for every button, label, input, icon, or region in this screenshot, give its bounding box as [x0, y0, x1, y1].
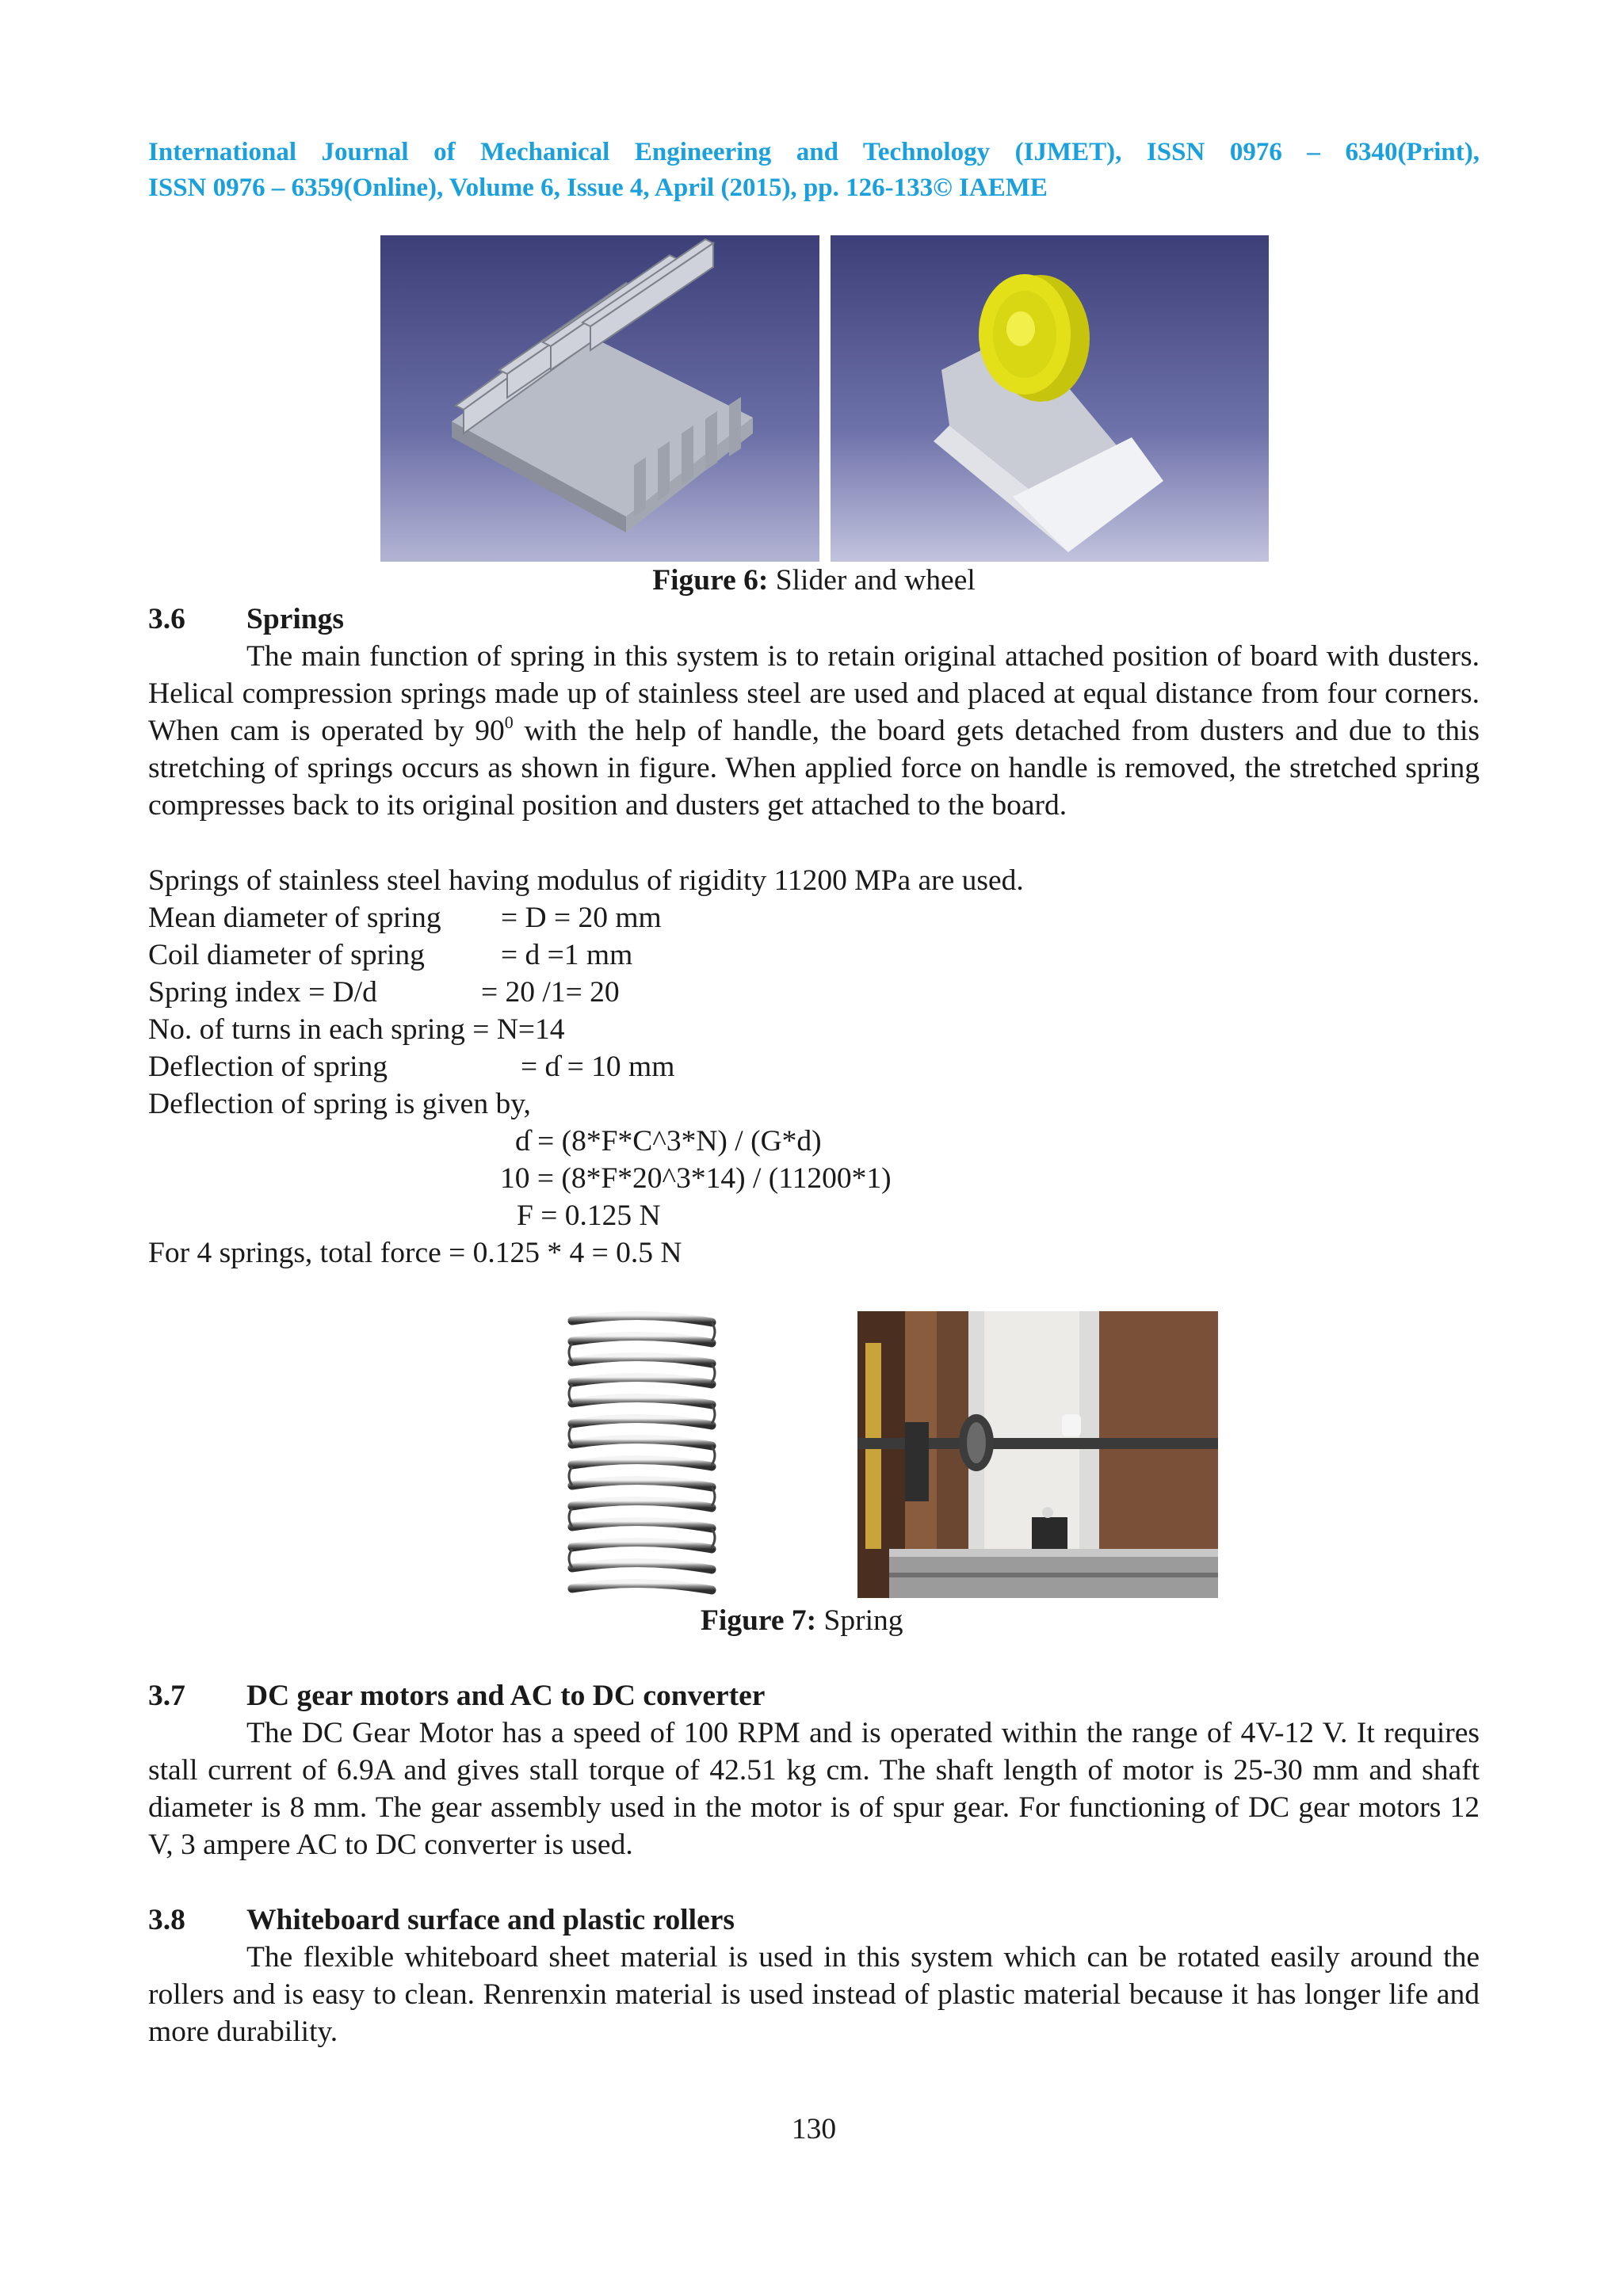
section-3-6-heading: [148, 601, 1480, 638]
param-label: Spring index = D/d: [148, 976, 377, 1009]
spring-setup-photo: [857, 1311, 1218, 1598]
section-3-8-number: 3.8: [148, 1904, 185, 1936]
page-number: 130: [791, 2113, 837, 2145]
figure-6-caption: [148, 562, 1480, 599]
param-label: Coil diameter of spring: [148, 939, 425, 971]
section-3-7-title: DC gear motors and AC to DC converter: [246, 1680, 766, 1712]
section-3-6-paragraph: [148, 638, 1480, 824]
param-value: = 20 /1= 20: [481, 976, 620, 1009]
slider-cad-image: [380, 235, 819, 562]
figure-7-caption: [701, 1602, 903, 1639]
section-3-6-title: Springs: [246, 603, 344, 635]
section-3-7-heading: [148, 1677, 1480, 1714]
material-line: Springs of stainless steel having modulus of rigidity 11200 MPa are used.: [148, 864, 1024, 897]
section-3-8-title: Whiteboard surface and plastic rollers: [246, 1904, 735, 1936]
section-3-6-number: 3.6: [148, 603, 185, 635]
journal-header-line-1: International Journal of Mechanical Engineering and Technology (IJMET), ISSN 0976 – 6340(Print),: [148, 138, 1480, 166]
deflection-given-by: Deflection of spring is given by,: [148, 1088, 531, 1120]
degree-superscript: 0: [504, 711, 514, 732]
param-value: = d =1 mm: [501, 939, 633, 971]
paragraph-part: The main function of spring in this system is to retain original attached position of board with dusters. Helical compression springs made up of stainless steel are used and placed at equal distance from four corners. When cam is operated by 90: [148, 640, 1480, 747]
section-3-7-paragraph: The DC Gear Motor has a speed of 100 RPM and is operated within the range of 4V-12 V. It requires stall current of 6.9A and gives stall torque of 42.51 kg cm. The shaft length of motor is 25-30 mm and shaft diameter is 8 mm. The gear assembly used in the motor is of spur gear. For functioning of DC gear motors 12 V, 3 ampere AC to DC converter is used.: [148, 1717, 1480, 1861]
section-3-7-number: 3.7: [148, 1680, 185, 1712]
param-spring-index: [148, 974, 620, 1011]
spring-photo: [563, 1311, 721, 1598]
param-mean-diameter: [148, 899, 662, 936]
journal-header: [148, 135, 1480, 206]
total-force-line: For 4 springs, total force = 0.125 * 4 = 0.5 N: [148, 1237, 682, 1269]
figure-6-label: Figure 6:: [652, 564, 769, 597]
equation-3: F = 0.125 N: [517, 1199, 661, 1232]
param-label: Mean diameter of spring: [148, 902, 441, 934]
wheel-cad-image: [831, 235, 1269, 562]
param-label: Deflection of spring: [148, 1051, 388, 1083]
journal-header-line-2: ISSN 0976 – 6359(Online), Volume 6, Issue 4, April (2015), pp. 126-133© IAEME: [148, 174, 1048, 202]
param-turns: No. of turns in each spring = N=14: [148, 1013, 565, 1046]
section-3-8-paragraph: The flexible whiteboard sheet material is used in this system which can be rotated easily around the rollers and is easy to clean. Renrenxin material is used instead of plastic material because it has longer life and more durability.: [148, 1941, 1480, 2048]
param-value: = D = 20 mm: [501, 902, 662, 934]
equation-2: 10 = (8*F*20^3*14) / (11200*1): [500, 1162, 892, 1195]
paragraph-part: with the help of handle, the board gets detached from dusters and due to this stretching of springs occurs as shown in figure. When applied force on handle is removed, the stretched spring compresses back to its original position and dusters get attached to the board.: [148, 715, 1480, 822]
param-deflection: [148, 1048, 675, 1085]
figure-7-label: Figure 7:: [701, 1604, 817, 1637]
param-value: = ɗ = 10 mm: [521, 1051, 675, 1083]
equation-1: ɗ = (8*F*C^3*N) / (G*d): [515, 1125, 822, 1158]
figure-6-text: Slider and wheel: [775, 564, 976, 597]
figure-7-text: Spring: [823, 1604, 903, 1637]
param-coil-diameter: [148, 936, 633, 974]
section-3-8-heading: [148, 1901, 1480, 1939]
